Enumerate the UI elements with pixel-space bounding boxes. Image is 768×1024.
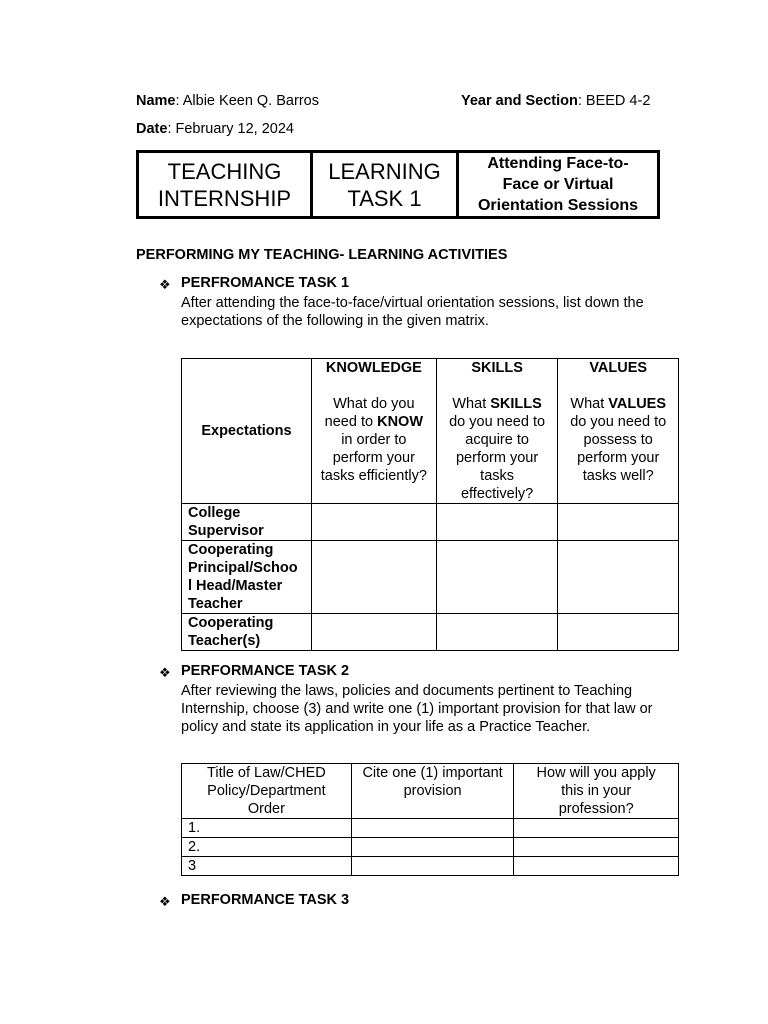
- skills-answer-cell[interactable]: [436, 541, 558, 614]
- skills-q-line: perform your: [455, 450, 539, 466]
- header-line: profession?: [558, 801, 634, 817]
- date-value: : February 12, 2024: [167, 121, 294, 137]
- knowledge-q-line: tasks efficiently?: [320, 468, 427, 484]
- header-line: How will you apply: [536, 765, 656, 781]
- name-line: [136, 93, 319, 109]
- laws-table: [181, 763, 679, 876]
- values-q-line: perform your: [577, 450, 660, 466]
- title-cell2-line1: LEARNING: [328, 158, 441, 184]
- row-label-college-supervisor: [182, 504, 312, 541]
- header-line: Title of Law/CHED: [207, 765, 326, 781]
- knowledge-header-cell: [311, 359, 436, 504]
- knowledge-q-line: in order to: [341, 432, 407, 448]
- application-cell[interactable]: [514, 819, 679, 838]
- row-number[interactable]: 1.: [182, 819, 352, 838]
- skills-q-line: What: [452, 396, 491, 412]
- row-number[interactable]: 3: [182, 857, 352, 876]
- values-q-line: What: [570, 396, 609, 412]
- task1-title: PERFROMANCE TASK 1: [181, 275, 350, 291]
- values-heading: VALUES: [589, 360, 648, 376]
- title-cell3-line3: Orientation Sessions: [477, 197, 639, 214]
- task2-instruction-line3: policy and state its application in your life as a Practice Teacher.: [181, 719, 591, 735]
- title-cell-teaching-internship: [139, 153, 313, 216]
- table-row: [182, 614, 679, 651]
- header-line: Order: [247, 801, 285, 817]
- bullet-icon: ❖: [159, 665, 171, 680]
- title-cell-orientation: [459, 153, 657, 216]
- skills-q-line: tasks: [480, 468, 515, 484]
- skills-q-line: do you need to: [449, 414, 546, 430]
- provision-cell[interactable]: [351, 838, 514, 857]
- provision-header: [351, 764, 514, 819]
- table-header-row: [182, 359, 679, 504]
- title-cell1-line1: TEACHING: [167, 158, 282, 184]
- corner-cell: Expectations: [182, 359, 312, 504]
- row-label-line: Cooperating: [188, 542, 274, 558]
- row-label-line: College: [188, 505, 241, 521]
- skills-q-line: acquire to: [465, 432, 529, 448]
- application-cell[interactable]: [514, 857, 679, 876]
- header-line: provision: [403, 783, 462, 799]
- task3-title: PERFORMANCE TASK 3: [181, 892, 350, 908]
- bullet-icon: ❖: [159, 894, 171, 909]
- date-label: Date: [136, 121, 168, 137]
- table-row: [182, 819, 679, 838]
- row-label-line: l Head/Master: [188, 578, 283, 594]
- task1-instruction: [181, 294, 644, 330]
- task2-instruction: [181, 682, 652, 736]
- expectations-table: [181, 358, 679, 651]
- year-section-line: [461, 93, 650, 109]
- header-line: Policy/Department: [207, 783, 326, 799]
- task1-instruction-line2: expectations of the following in the given matrix.: [181, 313, 489, 329]
- task1-instruction-line1: After attending the face-to-face/virtual orientation sessions, list down the: [181, 295, 644, 311]
- title-cell1-line2: INTERNSHIP: [157, 185, 292, 211]
- skills-q-emphasis: SKILLS: [490, 396, 542, 412]
- title-cell3-line1: Attending Face-to-: [487, 155, 629, 172]
- knowledge-heading: KNOWLEDGE: [325, 360, 422, 376]
- task2-title: PERFORMANCE TASK 2: [181, 663, 350, 679]
- name-value: : Albie Keen Q. Barros: [175, 93, 319, 109]
- provision-cell[interactable]: [351, 857, 514, 876]
- header-line: Cite one (1) important: [362, 765, 503, 781]
- application-cell[interactable]: [514, 838, 679, 857]
- skills-answer-cell[interactable]: [436, 614, 558, 651]
- table-header-row: [182, 764, 679, 819]
- title-cell3-line2: Face or Virtual: [502, 176, 614, 193]
- provision-cell[interactable]: [351, 819, 514, 838]
- values-header-cell: [558, 359, 679, 504]
- law-title-header: [182, 764, 352, 819]
- title-cell2-line2: TASK 1: [347, 185, 422, 211]
- task2-instruction-line1: After reviewing the laws, policies and documents pertinent to Teaching: [181, 683, 633, 699]
- bullet-icon: ❖: [159, 277, 171, 292]
- knowledge-q-line: need to: [324, 414, 378, 430]
- values-q-line: do you need to: [570, 414, 667, 430]
- row-label-cooperating-principal: [182, 541, 312, 614]
- header-line: this in your: [561, 783, 632, 799]
- title-box: [136, 150, 660, 219]
- values-q-line: tasks well?: [582, 468, 654, 484]
- table-row: [182, 504, 679, 541]
- table-row: [182, 541, 679, 614]
- knowledge-answer-cell[interactable]: [311, 541, 436, 614]
- title-cell-learning-task: [313, 153, 459, 216]
- row-label-line: Principal/Schoo: [188, 560, 298, 576]
- skills-heading: SKILLS: [471, 360, 523, 376]
- section-heading: PERFORMING MY TEACHING- LEARNING ACTIVITIES: [136, 247, 508, 263]
- values-q-line: possess to: [583, 432, 653, 448]
- skills-header-cell: [436, 359, 558, 504]
- year-section-value: : BEED 4-2: [577, 93, 651, 109]
- skills-answer-cell[interactable]: [436, 504, 558, 541]
- knowledge-answer-cell[interactable]: [311, 614, 436, 651]
- knowledge-answer-cell[interactable]: [311, 504, 436, 541]
- skills-q-line: effectively?: [460, 486, 534, 502]
- row-label-line: Teacher: [188, 596, 243, 612]
- name-label: Name: [136, 93, 176, 109]
- values-q-emphasis: VALUES: [608, 396, 667, 412]
- row-label-line: Cooperating: [188, 615, 274, 631]
- row-label-line: Teacher(s): [188, 633, 261, 649]
- knowledge-q-emphasis: KNOW: [377, 414, 424, 430]
- row-label-line: Supervisor: [188, 523, 264, 539]
- task2-instruction-line2: Internship, choose (3) and write one (1) important provision for that law or: [181, 701, 653, 717]
- values-answer-cell[interactable]: [558, 541, 679, 614]
- year-section-label: Year and Section: [461, 93, 578, 109]
- knowledge-q-line: perform your: [332, 450, 415, 466]
- values-answer-cell[interactable]: [558, 504, 679, 541]
- table-row: [182, 838, 679, 857]
- date-line: [136, 121, 294, 137]
- application-header: [514, 764, 679, 819]
- knowledge-q-line: What do you: [333, 396, 415, 412]
- row-number[interactable]: 2.: [182, 838, 352, 857]
- table-row: [182, 857, 679, 876]
- values-answer-cell[interactable]: [558, 614, 679, 651]
- row-label-cooperating-teacher: [182, 614, 312, 651]
